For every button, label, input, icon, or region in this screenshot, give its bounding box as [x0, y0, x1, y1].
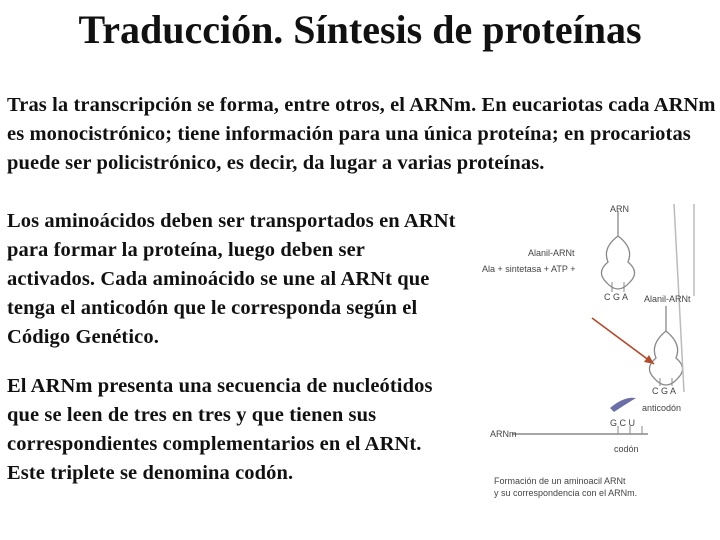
- page-title: Traducción. Síntesis de proteínas: [78, 7, 642, 52]
- trna-diagram: [478, 196, 708, 516]
- paragraph-amino-acids: Los aminoácidos deben ser transportados en ARNt para formar la proteína, luego deben ser activados. Cada aminoácido se une al ARNt que tenga el anticodón que le corresponda según el Código Genético.: [7, 210, 456, 348]
- label-alanil-arnt-right: Alanil-ARNt: [644, 294, 691, 304]
- trna-shape-top: [601, 211, 634, 289]
- label-arn: ARN: [610, 204, 630, 214]
- paragraph-codon: El ARNm presenta una secuencia de nucleótidos que se leen de tres en tres y que tienen sus correspondientes complementarios en el ARNt. Este triplete se denomina codón.: [7, 375, 433, 484]
- label-arnm: ARNm: [490, 429, 517, 439]
- trna-shape-bottom: [649, 306, 682, 385]
- label-codon: codón: [614, 444, 639, 454]
- paragraph-transcription: Tras la transcripción se forma, entre otros, el ARNm. En eucariotas cada ARNm es monocistrónico; tiene información para una única proteína; en procariotas puede ser policistrónico, es decir, da lugar a varias proteínas.: [7, 94, 716, 174]
- label-cga-top: C G A: [604, 292, 629, 302]
- arrow-activation: [592, 318, 654, 364]
- label-gcu: G C U: [610, 418, 636, 428]
- label-cga-bottom: C G A: [652, 386, 677, 396]
- label-anticodon: anticodón: [642, 403, 682, 413]
- label-alanil-arnt-top: Alanil-ARNt: [528, 248, 575, 258]
- caption-line-2: y su correspondencia con el ARNm.: [494, 488, 638, 498]
- trna-diagram-svg: [478, 196, 708, 516]
- label-reaction: Ala + sintetasa + ATP +: [482, 264, 576, 274]
- amino-acid-blob: [610, 398, 636, 412]
- caption-line-1: Formación de un aminoacil ARNt: [494, 476, 626, 486]
